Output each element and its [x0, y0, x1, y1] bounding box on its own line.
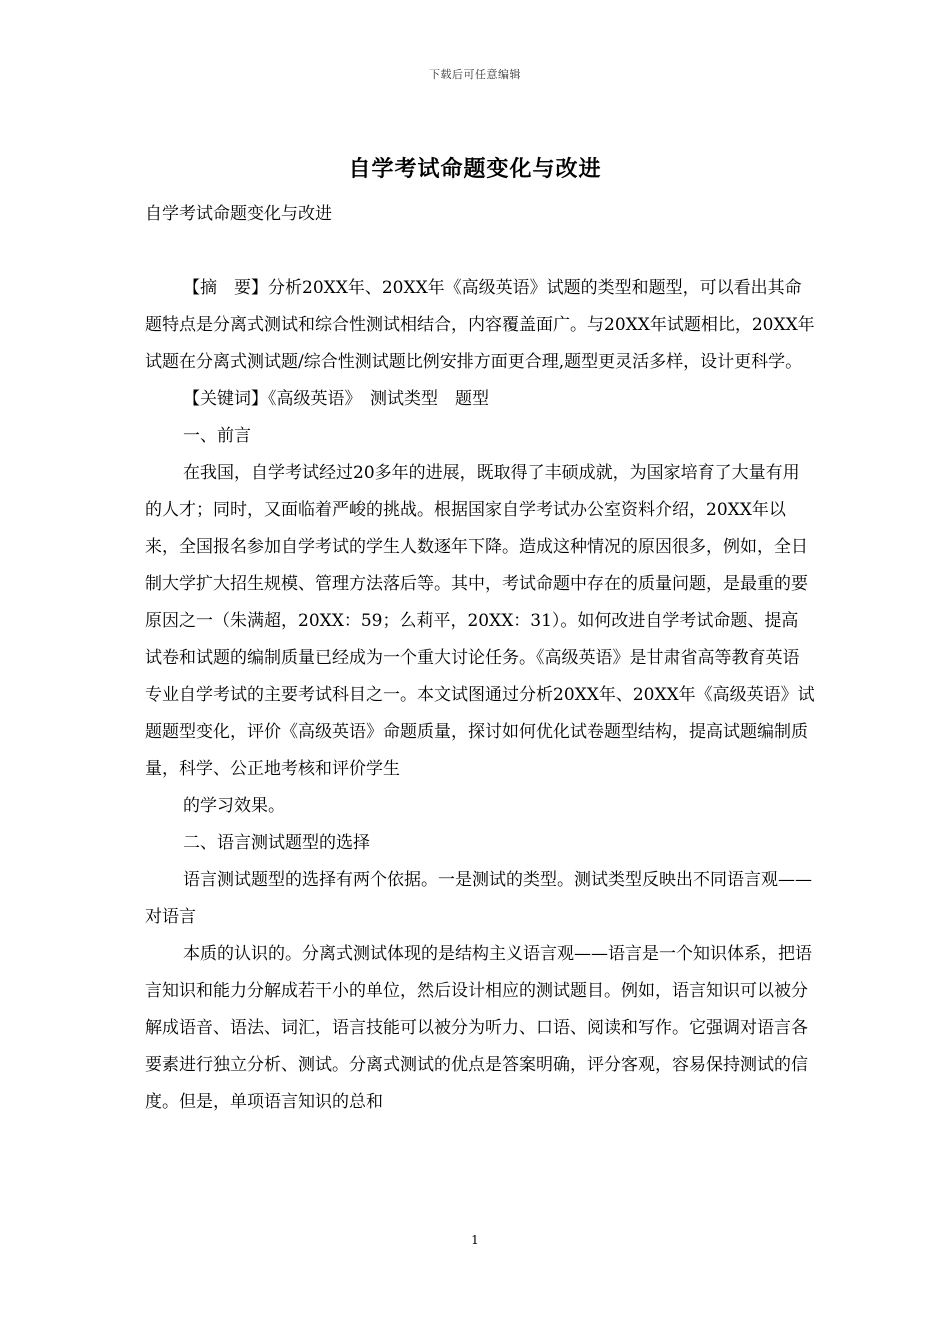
document-title: 自学考试命题变化与改进 [348, 156, 602, 182]
document-subtitle: 自学考试命题变化与改进 [145, 204, 332, 224]
preface-paragraph-tail: 的学习效果。 [183, 796, 285, 816]
page-number: 1 [471, 1233, 479, 1247]
test-types-paragraph-1: 语言测试题型的选择有两个依据。一是测试的类型。测试类型反映出不同语言观——对语言 [145, 870, 812, 927]
section-heading-test-types: 二、语言测试题型的选择 [183, 833, 370, 853]
preface-paragraph: 在我国，自学考试经过20多年的进展，既取得了丰硕成就，为国家培育了大量有用的人才；同时，又面临着严峻的挑战。根据国家自学考试办公室资料介绍，20XX年以来，全国报名参加自学考试的学生人数逐年下降。造成这种情况的原因很多，例如，全日制大学扩大招生规模、管理方法落后等。其中，考试命题中存在的质量问题，是最重的要原因之一（朱满超，20XX：59；么莉平，20XX：31）。如何改进自学考试命题、提高试卷和试题的编制质量已经成为一个重大讨论任务。《高级英语》是甘肃省高等教育英语专业自学考试的主要考试科目之一。本文试图通过分析20XX年、20XX年《高级英语》试题题型变化，评价《高级英语》命题质量，探讨如何优化试卷题型结构，提高试题编制质量，科学、公正地考核和评价学生 [145, 463, 815, 779]
section-heading-preface: 一、前言 [183, 426, 251, 446]
abstract-paragraph: 【摘 要】分析20XX年、20XX年《高级英语》试题的类型和题型，可以看出其命题特点是分离式测试和综合性测试相结合，内容覆盖面广。与20XX年试题相比，20XX年试题在分离式测试题/综合性测试题比例安排方面更合理,题型更灵活多样，设计更科学。 [145, 278, 815, 372]
keywords-line: 【关键词】《高级英语》 测试类型 题型 [183, 389, 489, 409]
test-types-paragraph-2: 本质的认识的。分离式测试体现的是结构主义语言观——语言是一个知识体系，把语言知识和能力分解成若干小的单位，然后设计相应的测试题目。例如，语言知识可以被分解成语音、语法、词汇，语言技能可以被分为听力、口语、阅读和写作。它强调对语言各要素进行独立分析、测试。分离式测试的优点是答案明确，评分客观，容易保持测试的信度。但是，单项语言知识的总和 [145, 944, 812, 1112]
document-body [145, 196, 815, 1121]
header-note: 下载后可任意编辑 [429, 68, 521, 81]
